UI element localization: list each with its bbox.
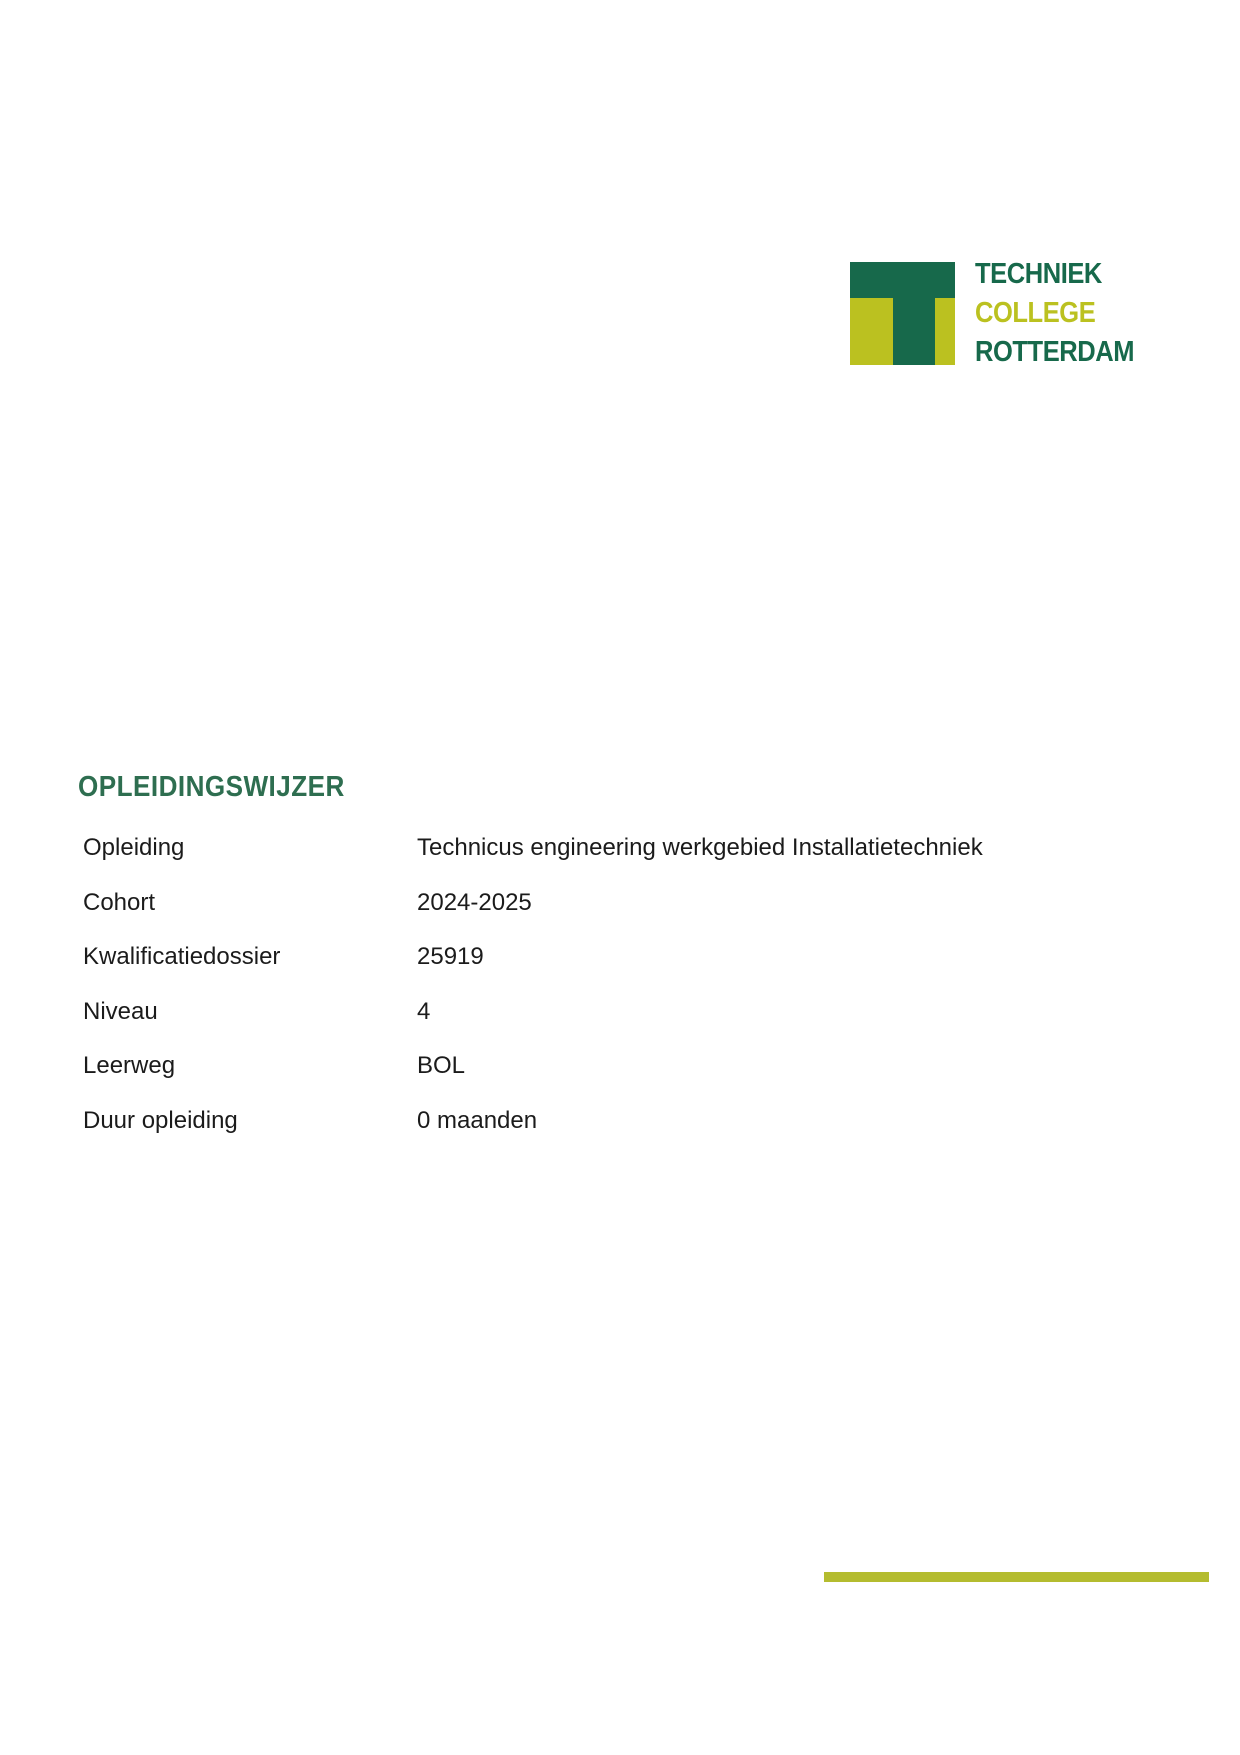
table-row-opleiding — [83, 833, 1133, 888]
row-value: 2024-2025 — [417, 888, 532, 916]
row-label: Kwalificatiedossier — [83, 943, 281, 971]
row-label: Opleiding — [83, 834, 185, 861]
table-row-cohort — [83, 888, 1133, 943]
t-logo-top-bar — [850, 262, 955, 298]
program-info-table — [83, 833, 1133, 1161]
t-logo-stem — [893, 298, 935, 365]
page-title: OPLEIDINGSWIJZER — [78, 771, 345, 803]
table-row-kwalificatiedossier — [83, 942, 1133, 997]
row-value: 4 — [417, 997, 431, 1025]
logo-line-college: COLLEGE — [975, 297, 1096, 329]
row-value: BOL — [417, 1052, 466, 1080]
t-logo-lower-blocks — [850, 298, 955, 365]
row-label: Niveau — [83, 997, 158, 1025]
row-label: Leerweg — [83, 1052, 176, 1080]
row-value: 0 maanden — [417, 1106, 538, 1134]
row-label: Cohort — [83, 888, 156, 916]
t-logo-icon — [850, 262, 955, 365]
logo-wordmark — [975, 255, 1134, 372]
t-logo-right-block — [935, 298, 955, 365]
footer-accent-bar — [824, 1572, 1209, 1582]
row-value: Technicus engineering werkgebied Installatietechniek — [417, 834, 983, 861]
row-value: 25919 — [417, 943, 484, 971]
t-logo-left-block — [850, 298, 893, 365]
row-label: Duur opleiding — [83, 1106, 238, 1134]
logo-line-rotterdam: ROTTERDAM — [975, 336, 1135, 368]
table-row-niveau — [83, 997, 1133, 1052]
logo-line-techniek: TECHNIEK — [975, 258, 1102, 290]
table-row-leerweg — [83, 1051, 1133, 1106]
table-row-duur-opleiding — [83, 1106, 1133, 1161]
techniek-college-rotterdam-logo — [850, 258, 1156, 372]
